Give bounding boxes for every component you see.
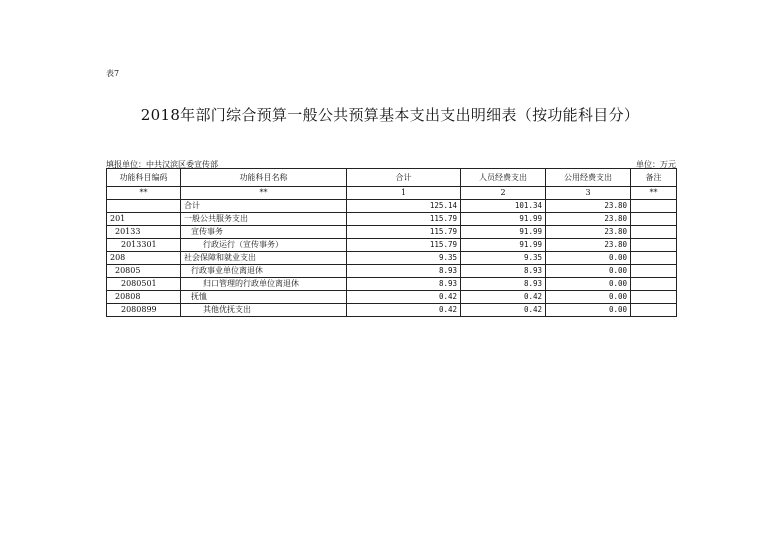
code-cell: 2080899 [107,304,181,317]
table-row [107,213,677,226]
code-cell: 201 [107,213,181,226]
note-cell [631,239,677,252]
code-cell: 20805 [107,265,181,278]
total-cell: 8.93 [347,278,461,291]
personnel-cell: 9.35 [461,252,546,265]
index-row [107,187,677,200]
name-cell: 行政运行（宣传事务） [181,239,347,252]
note-cell [631,226,677,239]
total-cell: 0.42 [347,304,461,317]
note-cell [631,200,677,213]
personnel-cell: 0.42 [461,291,546,304]
public-cell: 23.80 [546,200,631,213]
table-row [107,291,677,304]
table-row [107,278,677,291]
note-cell [631,213,677,226]
col-header-name: 功能科目名称 [181,169,347,187]
total-cell: 0.42 [347,291,461,304]
code-cell [107,200,181,213]
col-header-personnel: 人员经费支出 [461,169,546,187]
code-cell: 208 [107,252,181,265]
table-number: 表7 [106,69,120,78]
personnel-cell: 91.99 [461,239,546,252]
name-cell: 行政事业单位离退休 [181,265,347,278]
name-cell: 其他优抚支出 [181,304,347,317]
name-cell: 归口管理的行政单位离退休 [181,278,347,291]
page-title: 2018年部门综合预算一般公共预算基本支出支出明细表（按功能科目分） [140,106,640,124]
name-cell: 一般公共服务支出 [181,213,347,226]
code-cell: 2080501 [107,278,181,291]
total-cell: 115.79 [347,226,461,239]
note-cell [631,278,677,291]
note-cell [631,291,677,304]
reporting-unit: 填报单位：中共汉滨区委宣传部 [106,160,218,169]
col-header-total: 合计 [347,169,461,187]
total-cell: 9.35 [347,252,461,265]
public-cell: 23.80 [546,226,631,239]
note-cell [631,265,677,278]
total-cell: 125.14 [347,200,461,213]
currency-unit: 单位：万元 [636,160,676,169]
public-cell: 0.00 [546,291,631,304]
col-header-code: 功能科目编码 [107,169,181,187]
personnel-cell: 91.99 [461,226,546,239]
index-cell: ** [107,187,181,200]
index-cell: 2 [461,187,546,200]
col-header-note: 备注 [631,169,677,187]
total-cell: 115.79 [347,213,461,226]
public-cell: 0.00 [546,278,631,291]
table-row [107,252,677,265]
public-cell: 0.00 [546,304,631,317]
public-cell: 23.80 [546,239,631,252]
public-cell: 0.00 [546,252,631,265]
index-cell: 1 [347,187,461,200]
total-cell: 8.93 [347,265,461,278]
note-cell [631,252,677,265]
expenditure-table [106,168,677,317]
table-row [107,226,677,239]
personnel-cell: 91.99 [461,213,546,226]
index-cell: 3 [546,187,631,200]
name-cell: 社会保障和就业支出 [181,252,347,265]
total-cell: 115.79 [347,239,461,252]
personnel-cell: 101.34 [461,200,546,213]
code-cell: 20808 [107,291,181,304]
col-header-public: 公用经费支出 [546,169,631,187]
name-cell: 抚恤 [181,291,347,304]
name-cell: 合计 [181,200,347,213]
table-row [107,200,677,213]
index-cell: ** [631,187,677,200]
personnel-cell: 8.93 [461,265,546,278]
code-cell: 2013301 [107,239,181,252]
table-header-row [107,169,677,187]
note-cell [631,304,677,317]
table-row [107,265,677,278]
name-cell: 宣传事务 [181,226,347,239]
public-cell: 0.00 [546,265,631,278]
table-row [107,239,677,252]
index-cell: ** [181,187,347,200]
code-cell: 20133 [107,226,181,239]
personnel-cell: 8.93 [461,278,546,291]
public-cell: 23.80 [546,213,631,226]
personnel-cell: 0.42 [461,304,546,317]
table-row [107,304,677,317]
